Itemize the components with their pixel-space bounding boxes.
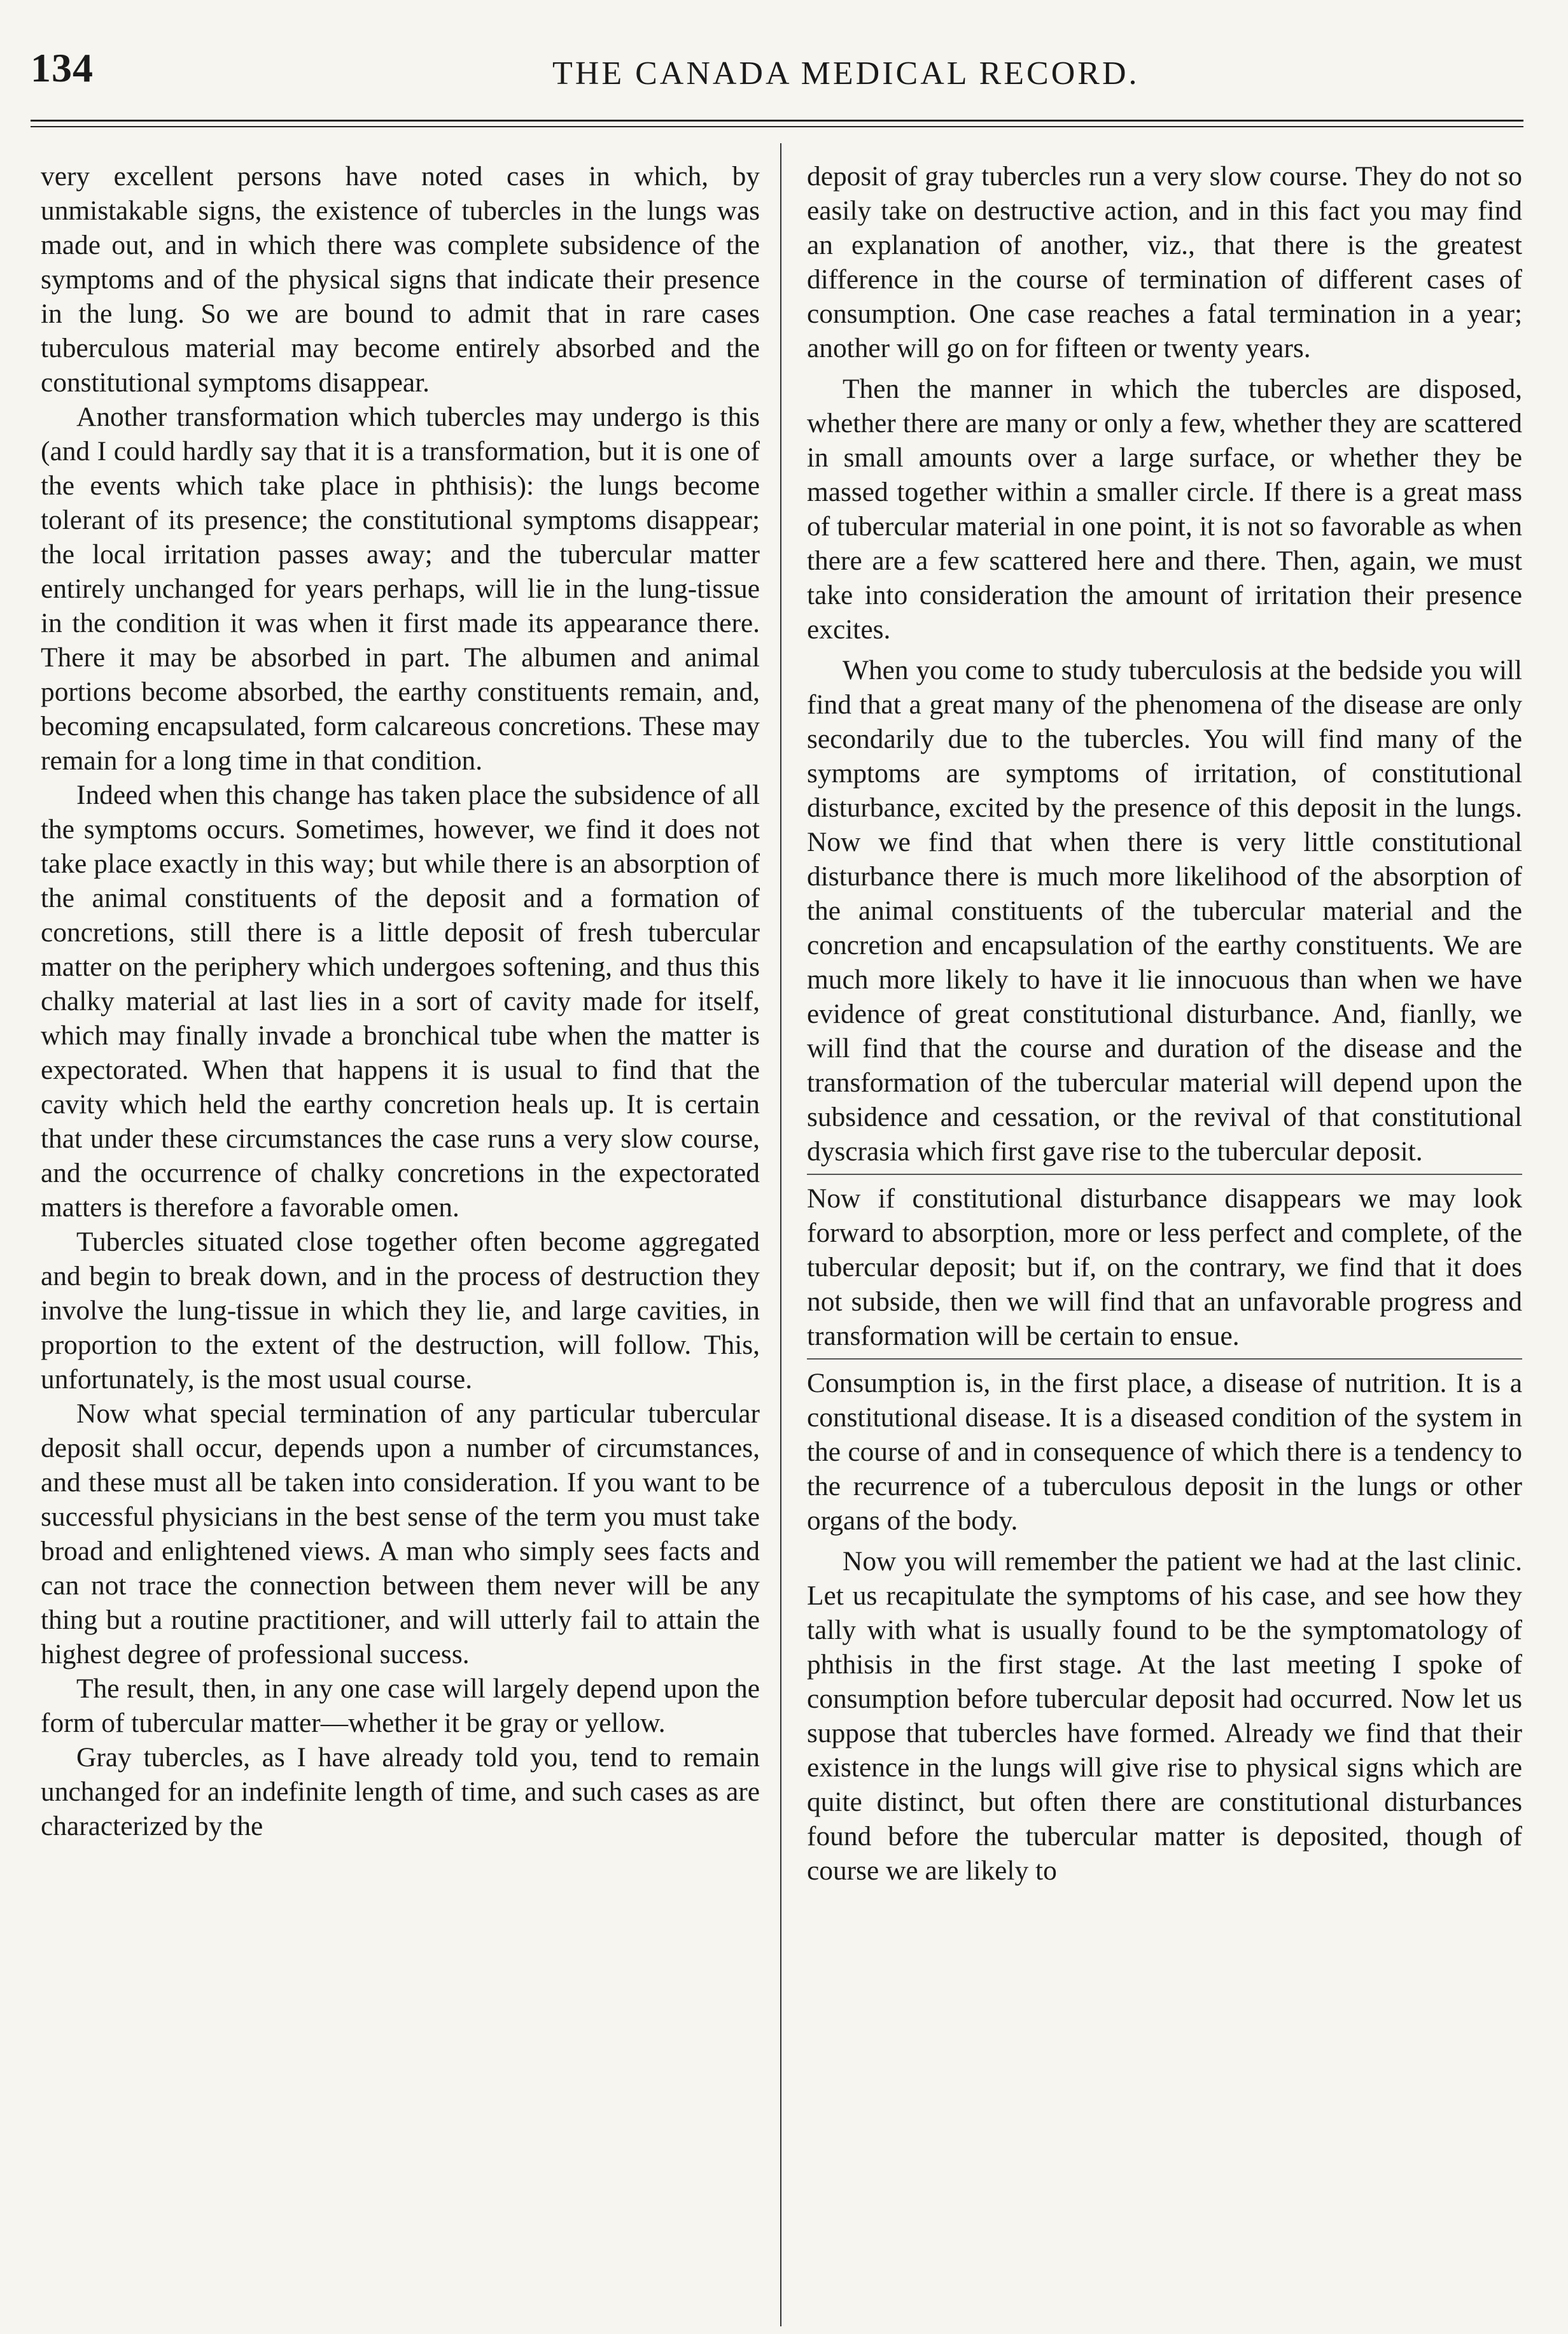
header-rule-thin [31,126,1523,127]
paragraph: Gray tubercles, as I have already told you, tend to remain unchanged for an indefinite length of time, and such cases as are characterized by the [41,1742,760,1841]
page-number: 134 [31,45,94,90]
paragraph: Another transformation which tubercles may undergo is this (and I could hardly say that it is a transformation, but it is one of the events which take place in phthisis): the lungs become tolerant of its presence; the constitutional symptoms disappear; the local irritation passes away; and the tubercular matter entirely unchanged for years perhaps, will lie in the lung-tissue in the condition it was when it first made its appearance there. There it may be absorbed in part. The albumen and animal portions become absorbed, the earthy constituents remain, and, becoming encapsulated, form calcareous concretions. These may remain for a long time in that condition. [41,402,760,776]
paragraph: very excellent persons have noted cases in which, by unmistakable signs, the existence of tubercles in the lungs was made out, and in which there was complete subsidence of the symptoms and of the physical signs that indicate their presence in the lung. So we are bound to admit that in rare cases tuberculous material may become entirely absorbed and the constitutional symptoms disappear. [41,161,760,398]
paragraph: Tubercles situated close together often become aggregated and begin to break down, and in the process of destruction they involve the lung-tissue in which they lie, and large cavities, in proportion to the extent of the destruction, will follow. This, unfortunately, is the most usual course. [41,1227,760,1395]
journal-title: THE CANADA MEDICAL RECORD. [552,55,1140,92]
paragraph: Then the manner in which the tubercles are disposed, whether there are many or only a few, whether they are scattered in small amounts over a large surface, or whether they be massed together within a smaller circle. If there is a great mass of tubercular material in one point, it is not so favorable as when there are a few scattered here and there. Then, again, we must take into consideration the amount of irritation their presence excites. [807,374,1522,645]
paragraph: The result, then, in any one case will largely depend upon the form of tubercular matter—whether it be gray or yellow. [41,1673,760,1738]
paragraph: Now if constitutional disturbance disappears we may look forward to absorption, more or less perfect and complete, of the tubercular deposit; but if, on the contrary, we find that it does not subside, then we will find that an unfavorable progress and transformation will be certain to ensue. [807,1183,1522,1351]
section-divider [807,1174,1522,1175]
paragraph: Now you will remember the patient we had at the last clinic. Let us recapitulate the symptoms of his case, and see how they tally with what is usually found to be the symptomatology of phthisis in the first stage. At the last meeting I spoke of consumption before tubercular deposit had occurred. Now let us suppose that tubercles have formed. Already we find that their existence in the lungs will give rise to physical signs which are quite distinct, but often there are constitutional disturbances found before the tubercular matter is deposited, though of course we are likely to [807,1546,1522,1886]
paragraph: Indeed when this change has taken place the subsidence of all the symptoms occurs. Sometimes, however, we find it does not take place exactly in this way; but while there is an absorption of the animal constituents of the deposit and a formation of concretions, still there is a little deposit of fresh tubercular matter on the periphery which undergoes softening, and thus this chalky material at last lies in a sort of cavity made for itself, which may finally invade a bronchical tube when the matter is expectorated. When that happens it is usual to find that the cavity which held the earthy concretion heals up. It is certain that under these circumstances the case runs a very slow course, and the occurrence of chalky concretions in the expectorated matters is therefore a favorable omen. [41,780,760,1223]
paragraph: When you come to study tuberculosis at the bedside you will find that a great many of the phenomena of the disease are only secondarily due to the tubercles. You will find many of the symptoms are symptoms of irritation, of constitutional disturbance, excited by the presence of this deposit in the lungs. Now we find that when there is very little constitutional disturbance there is much more likelihood of the absorption of the animal constituents of the tubercular material and the concretion and encapsulation of the earthy constituents. We are much more likely to have it lie innocuous than when we have evidence of great constitutional disturbance. And, fianlly, we will find that the course and duration of the disease and the transformation of the tubercular material will depend upon the subsidence and cessation, or the revival of that constitutional dyscrasia which first gave rise to the tubercular deposit. [807,655,1522,1167]
right-column [807,159,1522,1888]
section-divider [807,1358,1522,1360]
paragraph: deposit of gray tubercles run a very slow course. They do not so easily take on destructive action, and in this fact you may find an explanation of another, viz., that there is the greatest difference in the course of termination of different cases of consumption. One case reaches a fatal termination in a year; another will go on for fifteen or twenty years. [807,161,1522,363]
header-rule-thick [31,120,1523,122]
paragraph: Now what special termination of any particular tubercular deposit shall occur, depends upon a number of circumstances, and these must all be taken into consideration. If you want to be successful physicians in the best sense of the term you must take broad and enlightened views. A man who simply sees facts and can not trace the connection between them never will be any thing but a routine practitioner, and will utterly fail to attain the highest degree of professional success. [41,1398,760,1670]
page-header [31,38,1513,115]
paragraph: Consumption is, in the first place, a disease of nutrition. It is a constitutional disease. It is a diseased condition of the system in the course of and in consequence of which there is a tendency to the recurrence of a tuberculous deposit in the lungs or other organs of the body. [807,1368,1522,1536]
left-column [41,159,760,1843]
column-divider [780,143,781,2326]
